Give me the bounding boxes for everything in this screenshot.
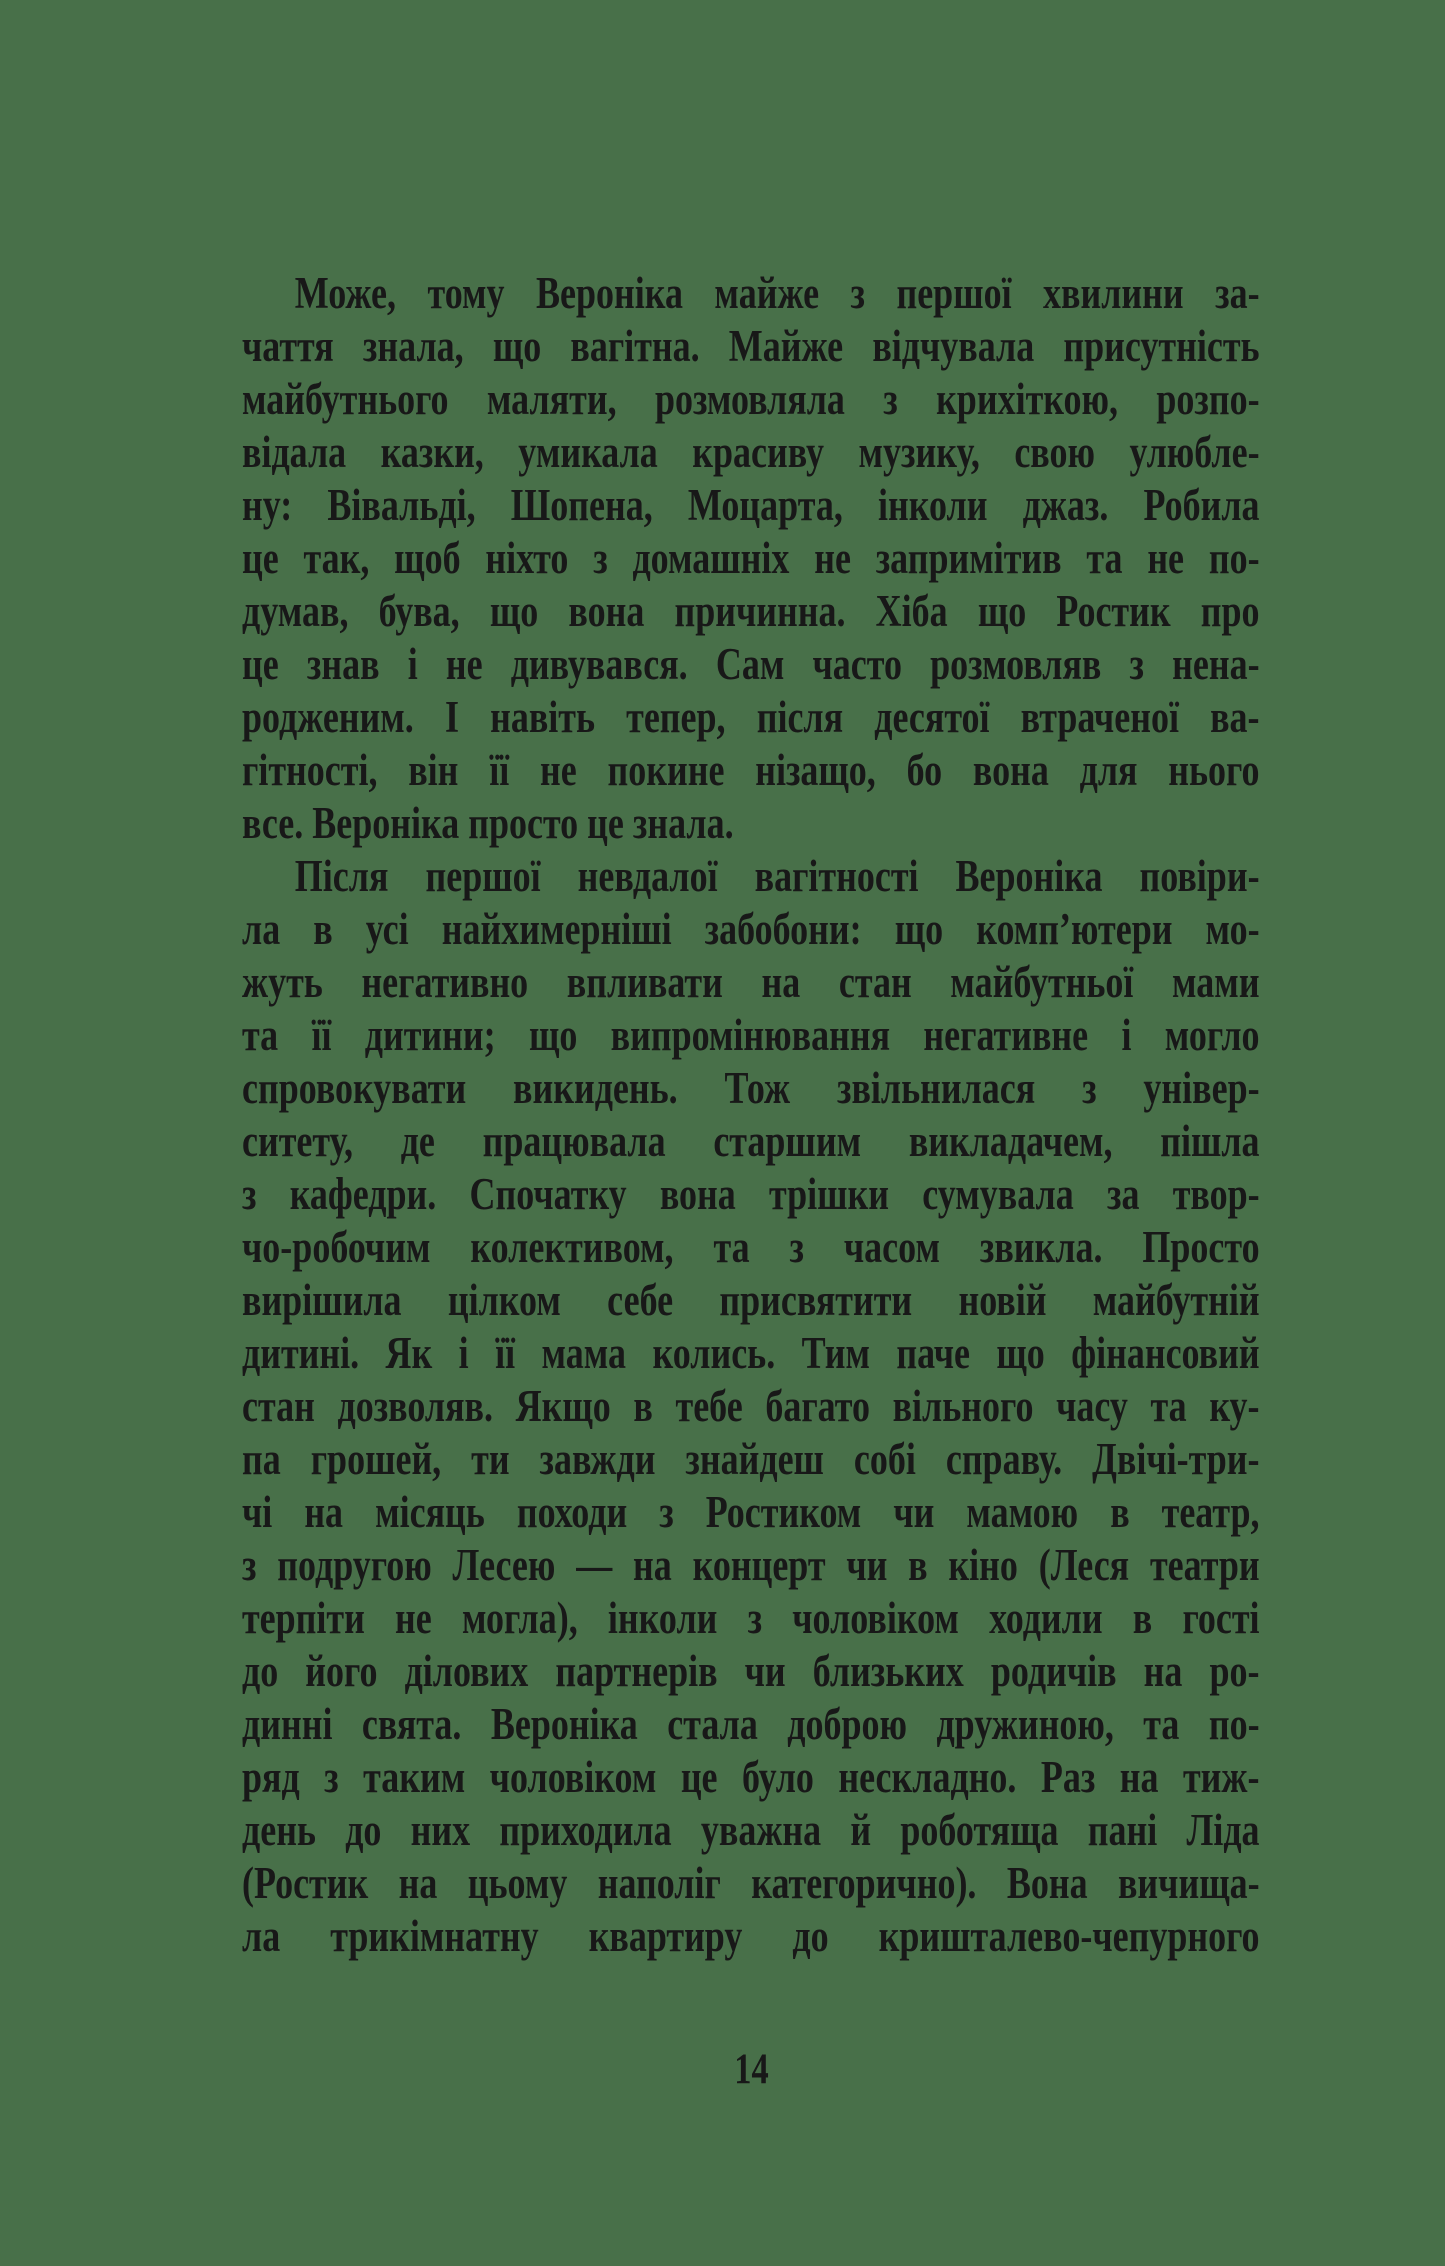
word: улюбле-: [1129, 427, 1260, 477]
text-line: [242, 1698, 1260, 1751]
word: вагітна.: [570, 321, 700, 371]
word: розмовляла: [654, 374, 845, 424]
page-body-text: [242, 267, 1260, 1963]
word: відчувала: [872, 321, 1035, 371]
word: працювала: [482, 1116, 666, 1166]
word: по-: [1208, 1699, 1260, 1749]
word: за-: [1215, 268, 1260, 318]
word: що: [492, 321, 542, 371]
text-line: [242, 744, 1260, 797]
text-line: [242, 585, 1260, 638]
word: вільного: [892, 1381, 1034, 1431]
word: ку-: [1209, 1381, 1260, 1431]
word: в: [1110, 1487, 1130, 1537]
word: та: [242, 1010, 279, 1060]
word: щоб: [394, 533, 461, 583]
text-line: [242, 479, 1260, 532]
text-line: [242, 1804, 1260, 1857]
text-line: [242, 903, 1260, 956]
word: терпіти: [242, 1593, 365, 1643]
word: наполіг: [597, 1858, 721, 1908]
word: могло: [1164, 1010, 1260, 1060]
word: Моцарта,: [687, 480, 843, 530]
word: них: [410, 1805, 471, 1855]
word: ніхто: [485, 533, 569, 583]
word: чоловіком: [489, 1752, 657, 1802]
text-line: [242, 956, 1260, 1009]
word: нескладно.: [838, 1752, 1017, 1802]
word: в: [908, 1540, 928, 1590]
word: і: [1121, 1010, 1132, 1060]
word: забобони:: [704, 904, 862, 954]
word: Сам: [715, 639, 785, 689]
word: мамою: [966, 1487, 1079, 1537]
word: приходила: [499, 1805, 672, 1855]
word: колись.: [652, 1328, 776, 1378]
word: Ростик: [1056, 586, 1171, 636]
word: цьому: [467, 1858, 568, 1908]
word: з: [883, 374, 898, 424]
word: що: [996, 1328, 1045, 1378]
word: тиж-: [1182, 1752, 1260, 1802]
word: сумувала: [922, 1169, 1074, 1219]
word: думав,: [242, 586, 349, 636]
word: пані: [1087, 1805, 1158, 1855]
word: де: [400, 1116, 435, 1166]
word: Робила: [1143, 480, 1260, 530]
word: джаз.: [1022, 480, 1109, 530]
word: фінансовий: [1071, 1328, 1260, 1378]
word: могла),: [461, 1593, 578, 1643]
word: інколи: [877, 480, 988, 530]
word: її: [495, 1328, 516, 1378]
word: нена-: [1172, 639, 1260, 689]
word: чи: [744, 1646, 786, 1696]
word: твор-: [1172, 1169, 1260, 1219]
word: майбутнього: [242, 374, 449, 424]
word: покине: [607, 745, 725, 795]
word: присутність: [1063, 321, 1260, 371]
word: негативно: [361, 957, 529, 1007]
word: походи: [516, 1487, 628, 1537]
word: ситету,: [242, 1116, 353, 1166]
word: цілком: [447, 1275, 561, 1325]
word: її: [489, 745, 510, 795]
word: не: [445, 639, 483, 689]
word: свою: [1014, 427, 1096, 477]
word: Тож: [724, 1063, 791, 1113]
word: в: [633, 1381, 653, 1431]
text-line: [242, 1539, 1260, 1592]
word: роботяща: [900, 1805, 1059, 1855]
text-line: [242, 267, 1260, 320]
word: колективом,: [470, 1222, 674, 1272]
word: бува,: [378, 586, 460, 636]
word: Якщо: [515, 1381, 611, 1431]
word: гості: [1182, 1593, 1260, 1643]
word: що: [528, 1010, 578, 1060]
word: з: [747, 1593, 763, 1643]
word: родженим.: [242, 692, 414, 742]
word: Шопена,: [510, 480, 653, 530]
word: на: [1143, 1646, 1183, 1696]
word: що: [894, 904, 944, 954]
word: майбутній: [1092, 1275, 1260, 1325]
word: тепер,: [626, 692, 726, 742]
word: квартиру: [588, 1911, 743, 1961]
word: доброю: [787, 1699, 908, 1749]
word: знала,: [362, 321, 464, 371]
word: (Ростик: [242, 1858, 369, 1908]
word: красиву: [692, 427, 824, 477]
word: день: [242, 1805, 316, 1855]
word: на: [1119, 1752, 1159, 1802]
word: мо-: [1205, 904, 1260, 954]
word: вона: [659, 1169, 736, 1219]
word: Лесею: [452, 1540, 556, 1590]
word: музику,: [858, 427, 980, 477]
word: на: [633, 1540, 672, 1590]
word: часом: [843, 1222, 940, 1272]
word: стала: [667, 1699, 758, 1749]
word: його: [305, 1646, 378, 1696]
word: присвятити: [719, 1275, 913, 1325]
word: категорично).: [751, 1858, 977, 1908]
word: крихіткою,: [936, 374, 1119, 424]
word: втраченої: [1020, 692, 1179, 742]
word: з: [242, 1540, 257, 1590]
word: справу.: [945, 1434, 1063, 1484]
word: з: [1129, 639, 1144, 689]
word: Після: [294, 851, 389, 901]
word: що: [977, 586, 1027, 636]
word: для: [1079, 745, 1138, 795]
text-line: [242, 850, 1260, 903]
word: новій: [958, 1275, 1047, 1325]
text-line: [242, 1751, 1260, 1804]
word: до: [242, 1646, 279, 1696]
word: в: [1132, 1593, 1153, 1643]
text-line: [242, 1486, 1260, 1539]
word: паче: [896, 1328, 970, 1378]
word: це: [680, 1752, 718, 1802]
word: та: [1143, 1699, 1180, 1749]
word: дитини;: [364, 1010, 496, 1060]
word: собі: [853, 1434, 916, 1484]
word: ділових: [404, 1646, 529, 1696]
word: трішки: [769, 1169, 890, 1219]
word: з: [324, 1752, 339, 1802]
word: дивувався.: [510, 639, 688, 689]
word: звільнилася: [836, 1063, 1036, 1113]
text-line: все. Вероніка просто це знала.: [242, 798, 734, 848]
word: і: [407, 639, 418, 689]
word: (Леся: [1038, 1540, 1130, 1590]
word: Вероніка: [490, 1699, 638, 1749]
text-line: [242, 532, 1260, 585]
word: з: [659, 1487, 674, 1537]
word: з: [593, 533, 608, 583]
word: Хіба: [875, 586, 948, 636]
word: це: [242, 533, 279, 583]
word: жуть: [242, 957, 323, 1007]
word: за: [1106, 1169, 1140, 1219]
word: Просто: [1142, 1222, 1260, 1272]
word: про: [1200, 586, 1260, 636]
word: першої: [425, 851, 541, 901]
word: вичища-: [1117, 1858, 1260, 1908]
word: навіть: [490, 692, 596, 742]
text-line: [242, 1168, 1260, 1221]
word: старшим: [713, 1116, 862, 1166]
word: не: [1147, 533, 1185, 583]
word: не: [539, 745, 577, 795]
word: до: [792, 1911, 829, 1961]
word: домашніх: [632, 533, 790, 583]
word: подругою: [277, 1540, 432, 1590]
word: чаття: [242, 321, 334, 371]
word: усі: [365, 904, 409, 954]
word: що: [489, 586, 539, 636]
word: кришталево-чепурного: [878, 1911, 1260, 1961]
word: вагітності: [754, 851, 919, 901]
text-line: [242, 1062, 1260, 1115]
page-number: 14: [733, 2046, 769, 2093]
word: таким: [363, 1752, 466, 1802]
word: на: [398, 1858, 438, 1908]
word: причинна.: [674, 586, 846, 636]
word: її: [311, 1010, 332, 1060]
word: вона: [972, 745, 1049, 795]
word: невдалої: [577, 851, 718, 901]
word: ну:: [242, 480, 293, 530]
word: викидень.: [513, 1063, 678, 1113]
word: бо: [906, 745, 943, 795]
text-line: [242, 1433, 1260, 1486]
word: по-: [1208, 533, 1260, 583]
word: кафедри.: [289, 1169, 437, 1219]
word: не: [814, 533, 851, 583]
word: умикала: [518, 427, 658, 477]
word: знайдеш: [685, 1434, 824, 1484]
word: гітності,: [242, 745, 378, 795]
word: Вівальді,: [327, 480, 476, 530]
word: з: [850, 268, 865, 318]
word: Може,: [294, 268, 397, 318]
word: ла: [242, 1911, 281, 1961]
word: він: [408, 745, 459, 795]
word: розмовляв: [930, 639, 1102, 689]
word: найхимерніші: [441, 904, 672, 954]
word: викладачем,: [908, 1116, 1113, 1166]
word: вона: [568, 586, 645, 636]
word: чі: [242, 1487, 273, 1537]
word: ла: [242, 904, 281, 954]
word: хвилини: [1043, 268, 1184, 318]
word: Ростиком: [705, 1487, 862, 1537]
word: себе: [607, 1275, 674, 1325]
word: й: [850, 1805, 872, 1855]
word: грошей,: [310, 1434, 442, 1484]
word: театр,: [1161, 1487, 1260, 1537]
word: нізащо,: [755, 745, 876, 795]
text-line: [242, 1009, 1260, 1062]
word: па: [242, 1434, 281, 1484]
text-line: [242, 320, 1260, 373]
word: з: [789, 1222, 804, 1272]
word: стан: [838, 957, 912, 1007]
word: Майже: [728, 321, 844, 371]
word: в: [313, 904, 333, 954]
word: негативне: [923, 1010, 1089, 1060]
word: близьких: [812, 1646, 964, 1696]
word: нього: [1168, 745, 1260, 795]
word: дитині.: [242, 1328, 360, 1378]
page-number-row: [242, 2043, 1260, 2096]
word: чо-робочим: [242, 1222, 431, 1272]
word: ва-: [1210, 692, 1260, 742]
word: партнерів: [555, 1646, 718, 1696]
word: майбутньої: [950, 957, 1134, 1007]
word: Вона: [1006, 1858, 1088, 1908]
word: Двічі-три-: [1092, 1434, 1260, 1484]
word: завжди: [539, 1434, 656, 1484]
word: Раз: [1040, 1752, 1096, 1802]
word: кіно: [948, 1540, 1018, 1590]
word: маляти,: [486, 374, 617, 424]
word: Тим: [801, 1328, 870, 1378]
word: після: [756, 692, 844, 742]
word: стан: [242, 1381, 315, 1431]
word: і: [458, 1328, 469, 1378]
word: впливати: [566, 957, 723, 1007]
word: Ліда: [1186, 1805, 1260, 1855]
word: часу: [1056, 1381, 1128, 1431]
text-line: [242, 1592, 1260, 1645]
word: уважна: [700, 1805, 822, 1855]
text-line: [242, 1645, 1260, 1698]
word: випромінювання: [610, 1010, 891, 1060]
word: І: [444, 692, 459, 742]
word: дружиною,: [936, 1699, 1114, 1749]
word: пішла: [1160, 1116, 1260, 1166]
word: запримітив: [875, 533, 1062, 583]
text-line: [242, 1910, 1260, 1963]
word: багато: [765, 1381, 870, 1431]
word: Вероніка: [955, 851, 1103, 901]
word: мама: [541, 1328, 627, 1378]
word: це: [242, 639, 279, 689]
word: повіри-: [1139, 851, 1260, 901]
word: чоловіком: [792, 1593, 959, 1643]
word: розпо-: [1156, 374, 1260, 424]
word: до: [345, 1805, 382, 1855]
word: та: [713, 1222, 750, 1272]
word: Вероніка: [536, 268, 683, 318]
word: тебе: [675, 1381, 743, 1431]
word: динні: [242, 1699, 333, 1749]
word: універ-: [1143, 1063, 1260, 1113]
word: чи: [846, 1540, 888, 1590]
word: звикла.: [979, 1222, 1103, 1272]
word: та: [1086, 533, 1123, 583]
word: було: [741, 1752, 814, 1802]
word: дозволяв.: [337, 1381, 494, 1431]
text-line: [242, 691, 1260, 744]
word: на: [304, 1487, 344, 1537]
text-line: [242, 638, 1260, 691]
word: ро-: [1209, 1646, 1260, 1696]
word: з: [242, 1169, 257, 1219]
word: Як: [385, 1328, 433, 1378]
word: місяць: [375, 1487, 485, 1537]
word: не: [395, 1593, 432, 1643]
word: першої: [896, 268, 1012, 318]
text-line: [242, 1380, 1260, 1433]
word: спровокувати: [242, 1063, 467, 1113]
word: казки,: [380, 427, 484, 477]
word: ти: [471, 1434, 510, 1484]
word: на: [761, 957, 801, 1007]
text-line: [242, 1115, 1260, 1168]
word: —: [576, 1540, 613, 1590]
word: відала: [242, 427, 347, 477]
word: часто: [812, 639, 902, 689]
word: родичів: [990, 1646, 1117, 1696]
text-line: [242, 1327, 1260, 1380]
text-line: [242, 373, 1260, 426]
text-line: [242, 1857, 1260, 1910]
word: ряд: [242, 1752, 300, 1802]
word: комп’ютери: [976, 904, 1173, 954]
word: Спочатку: [469, 1169, 627, 1219]
word: майже: [714, 268, 820, 318]
word: тому: [427, 268, 505, 318]
text-line: [242, 1221, 1260, 1274]
text-line: [242, 426, 1260, 479]
word: концерт: [692, 1540, 826, 1590]
word: мами: [1172, 957, 1260, 1007]
word: трикімнатну: [330, 1911, 539, 1961]
word: свята.: [361, 1699, 462, 1749]
word: та: [1150, 1381, 1187, 1431]
word: десятої: [874, 692, 990, 742]
word: театри: [1149, 1540, 1260, 1590]
word: знав: [306, 639, 380, 689]
text-line: [242, 1274, 1260, 1327]
word: з: [1082, 1063, 1097, 1113]
word: інколи: [607, 1593, 718, 1643]
word: чи: [893, 1487, 935, 1537]
word: так,: [303, 533, 370, 583]
word: ходили: [989, 1593, 1103, 1643]
word: вирішила: [242, 1275, 402, 1325]
